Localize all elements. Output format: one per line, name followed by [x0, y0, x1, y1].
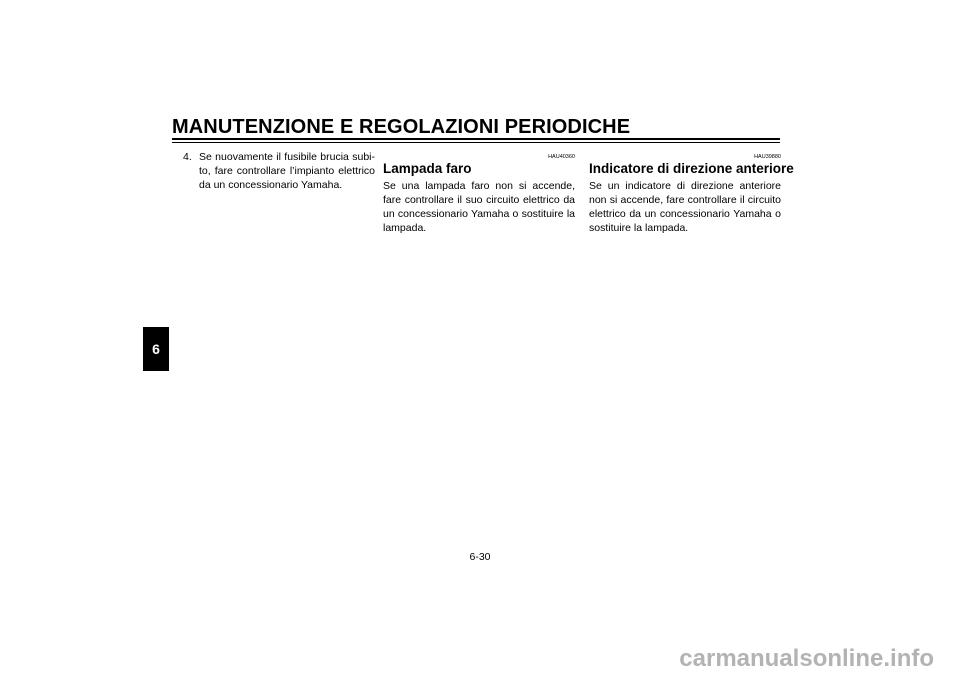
list-item [183, 150, 375, 192]
chapter-tab-label: 6 [152, 341, 160, 357]
section-heading: Indicatore di direzione anteriore [589, 161, 794, 176]
list-item-text: Se nuovamente il fusibile brucia subito, fare controllare l’impianto elettrico da un concessionario Yamaha. [199, 151, 375, 191]
section-code: HAU40360 [548, 154, 575, 160]
header-rule-thin [172, 142, 780, 143]
header-rule [172, 138, 780, 140]
list-item-number: 4. [183, 151, 192, 163]
section-code: HAU39880 [754, 154, 781, 160]
chapter-tab [143, 327, 169, 371]
section-headlight [383, 150, 575, 235]
column-1 [183, 150, 375, 192]
section-heading: Lampada faro [383, 161, 472, 176]
section-body: Se un indicatore di direzione anteriore non si accende, fare controllare il circuito elettrico da un concessionario Yamaha o sostituire la lampada. [589, 180, 781, 234]
section-body: Se una lampada faro non si accende, fare controllare il suo circuito elettrico da un concessionario Yamaha o sostituire la lampada. [383, 180, 575, 234]
section-front-turn-signal [589, 150, 794, 235]
page-number: 6-30 [469, 551, 491, 563]
watermark: carmanualsonline.info [679, 645, 934, 672]
page-title: MANUTENZIONE E REGOLAZIONI PERIODICHE [172, 116, 631, 138]
